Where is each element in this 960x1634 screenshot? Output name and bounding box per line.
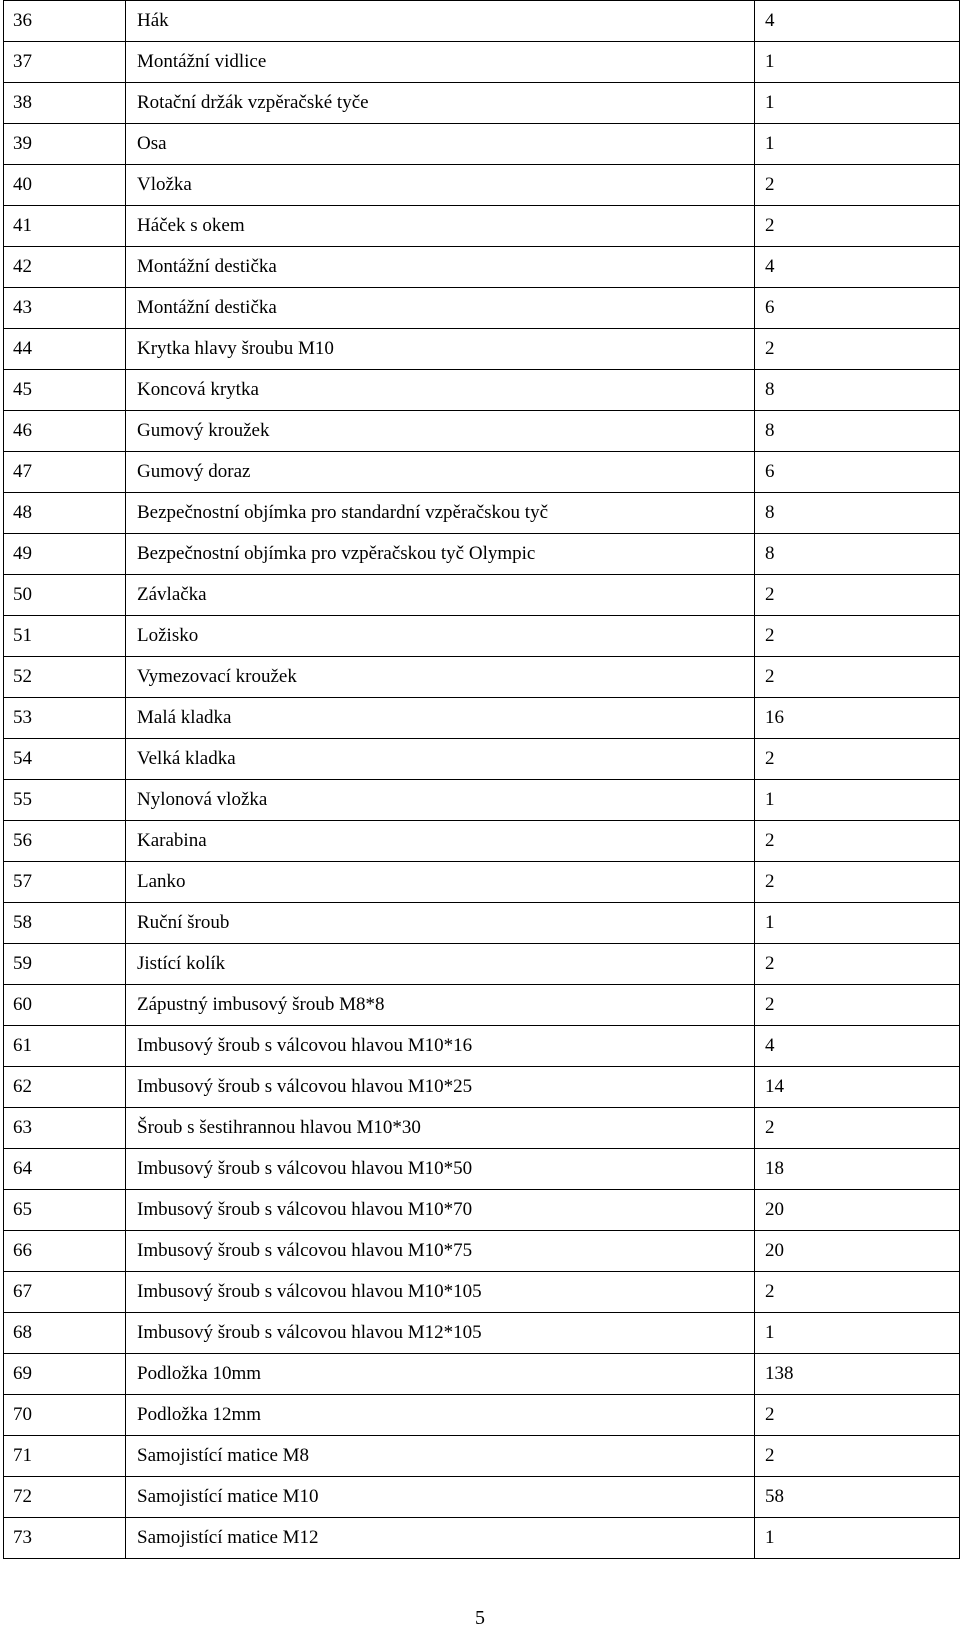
part-name-cell: Imbusový šroub s válcovou hlavou M10*75: [126, 1231, 755, 1272]
quantity-cell: 1: [755, 903, 960, 944]
quantity-cell: 2: [755, 329, 960, 370]
part-name-cell: Zápustný imbusový šroub M8*8: [126, 985, 755, 1026]
table-row: [4, 739, 960, 780]
table-row: [4, 452, 960, 493]
part-name-cell: Závlačka: [126, 575, 755, 616]
table-row: [4, 247, 960, 288]
part-number-cell: 36: [4, 1, 126, 42]
part-name-cell: Imbusový šroub s válcovou hlavou M12*105: [126, 1313, 755, 1354]
part-name-cell: Montážní destička: [126, 247, 755, 288]
part-number-cell: 72: [4, 1477, 126, 1518]
quantity-cell: 2: [755, 1272, 960, 1313]
table-row: [4, 493, 960, 534]
part-name-cell: Ruční šroub: [126, 903, 755, 944]
part-number-cell: 50: [4, 575, 126, 616]
quantity-cell: 2: [755, 944, 960, 985]
part-number-cell: 67: [4, 1272, 126, 1313]
part-name-cell: Lanko: [126, 862, 755, 903]
part-number-cell: 40: [4, 165, 126, 206]
part-number-cell: 54: [4, 739, 126, 780]
quantity-cell: 8: [755, 411, 960, 452]
part-name-cell: Gumový kroužek: [126, 411, 755, 452]
parts-table-body: [4, 1, 960, 1559]
table-row: [4, 1313, 960, 1354]
table-row: [4, 903, 960, 944]
table-row: [4, 575, 960, 616]
quantity-cell: 1: [755, 780, 960, 821]
table-row: [4, 1108, 960, 1149]
table-row: [4, 165, 960, 206]
part-name-cell: Bezpečnostní objímka pro standardní vzpěračskou tyč: [126, 493, 755, 534]
part-name-cell: Vymezovací kroužek: [126, 657, 755, 698]
part-number-cell: 56: [4, 821, 126, 862]
part-name-cell: Vložka: [126, 165, 755, 206]
part-name-cell: Imbusový šroub s válcovou hlavou M10*105: [126, 1272, 755, 1313]
table-row: [4, 1026, 960, 1067]
part-number-cell: 71: [4, 1436, 126, 1477]
part-number-cell: 62: [4, 1067, 126, 1108]
part-number-cell: 51: [4, 616, 126, 657]
part-number-cell: 49: [4, 534, 126, 575]
table-row: [4, 329, 960, 370]
quantity-cell: 4: [755, 1026, 960, 1067]
table-row: [4, 944, 960, 985]
quantity-cell: 2: [755, 985, 960, 1026]
table-row: [4, 1436, 960, 1477]
part-name-cell: Montážní vidlice: [126, 42, 755, 83]
part-number-cell: 41: [4, 206, 126, 247]
part-name-cell: Ložisko: [126, 616, 755, 657]
quantity-cell: 2: [755, 739, 960, 780]
table-row: [4, 83, 960, 124]
table-row: [4, 616, 960, 657]
quantity-cell: 8: [755, 493, 960, 534]
part-name-cell: Malá kladka: [126, 698, 755, 739]
part-name-cell: Montážní destička: [126, 288, 755, 329]
quantity-cell: 18: [755, 1149, 960, 1190]
table-row: [4, 1518, 960, 1559]
part-number-cell: 53: [4, 698, 126, 739]
part-number-cell: 42: [4, 247, 126, 288]
part-name-cell: Krytka hlavy šroubu M10: [126, 329, 755, 370]
quantity-cell: 1: [755, 1518, 960, 1559]
part-name-cell: Gumový doraz: [126, 452, 755, 493]
part-number-cell: 57: [4, 862, 126, 903]
table-row: [4, 862, 960, 903]
quantity-cell: 2: [755, 575, 960, 616]
quantity-cell: 2: [755, 616, 960, 657]
table-row: [4, 370, 960, 411]
quantity-cell: 6: [755, 288, 960, 329]
part-number-cell: 58: [4, 903, 126, 944]
quantity-cell: 20: [755, 1190, 960, 1231]
table-row: [4, 985, 960, 1026]
part-name-cell: Nylonová vložka: [126, 780, 755, 821]
table-row: [4, 42, 960, 83]
quantity-cell: 2: [755, 657, 960, 698]
table-row: [4, 657, 960, 698]
part-number-cell: 43: [4, 288, 126, 329]
quantity-cell: 2: [755, 1395, 960, 1436]
quantity-cell: 2: [755, 821, 960, 862]
part-number-cell: 59: [4, 944, 126, 985]
part-number-cell: 39: [4, 124, 126, 165]
part-number-cell: 69: [4, 1354, 126, 1395]
part-name-cell: Imbusový šroub s válcovou hlavou M10*25: [126, 1067, 755, 1108]
table-row: [4, 1272, 960, 1313]
table-row: [4, 411, 960, 452]
part-name-cell: Samojistící matice M8: [126, 1436, 755, 1477]
table-row: [4, 1354, 960, 1395]
part-number-cell: 64: [4, 1149, 126, 1190]
part-name-cell: Osa: [126, 124, 755, 165]
part-name-cell: Podložka 10mm: [126, 1354, 755, 1395]
part-number-cell: 44: [4, 329, 126, 370]
part-name-cell: Jistící kolík: [126, 944, 755, 985]
table-row: [4, 821, 960, 862]
quantity-cell: 8: [755, 534, 960, 575]
part-number-cell: 47: [4, 452, 126, 493]
quantity-cell: 1: [755, 1313, 960, 1354]
part-number-cell: 38: [4, 83, 126, 124]
part-name-cell: Imbusový šroub s válcovou hlavou M10*16: [126, 1026, 755, 1067]
part-number-cell: 55: [4, 780, 126, 821]
part-number-cell: 65: [4, 1190, 126, 1231]
table-row: [4, 780, 960, 821]
quantity-cell: 1: [755, 83, 960, 124]
part-number-cell: 70: [4, 1395, 126, 1436]
quantity-cell: 138: [755, 1354, 960, 1395]
table-row: [4, 534, 960, 575]
part-name-cell: Šroub s šestihrannou hlavou M10*30: [126, 1108, 755, 1149]
table-row: [4, 288, 960, 329]
table-row: [4, 124, 960, 165]
table-row: [4, 1190, 960, 1231]
table-row: [4, 698, 960, 739]
part-name-cell: Hák: [126, 1, 755, 42]
part-name-cell: Velká kladka: [126, 739, 755, 780]
part-name-cell: Podložka 12mm: [126, 1395, 755, 1436]
quantity-cell: 2: [755, 165, 960, 206]
quantity-cell: 58: [755, 1477, 960, 1518]
part-number-cell: 37: [4, 42, 126, 83]
quantity-cell: 4: [755, 1, 960, 42]
page-number: 5: [475, 1607, 485, 1629]
quantity-cell: 14: [755, 1067, 960, 1108]
quantity-cell: 2: [755, 862, 960, 903]
part-name-cell: Karabina: [126, 821, 755, 862]
quantity-cell: 4: [755, 247, 960, 288]
part-number-cell: 52: [4, 657, 126, 698]
quantity-cell: 2: [755, 1436, 960, 1477]
quantity-cell: 8: [755, 370, 960, 411]
table-row: [4, 1, 960, 42]
part-number-cell: 48: [4, 493, 126, 534]
part-name-cell: Rotační držák vzpěračské tyče: [126, 83, 755, 124]
quantity-cell: 1: [755, 42, 960, 83]
quantity-cell: 16: [755, 698, 960, 739]
part-name-cell: Koncová krytka: [126, 370, 755, 411]
part-name-cell: Imbusový šroub s válcovou hlavou M10*70: [126, 1190, 755, 1231]
part-number-cell: 61: [4, 1026, 126, 1067]
table-row: [4, 1477, 960, 1518]
table-row: [4, 1067, 960, 1108]
table-row: [4, 1395, 960, 1436]
part-number-cell: 73: [4, 1518, 126, 1559]
quantity-cell: 20: [755, 1231, 960, 1272]
table-row: [4, 1231, 960, 1272]
part-name-cell: Háček s okem: [126, 206, 755, 247]
part-number-cell: 63: [4, 1108, 126, 1149]
table-row: [4, 1149, 960, 1190]
quantity-cell: 1: [755, 124, 960, 165]
part-number-cell: 60: [4, 985, 126, 1026]
parts-table: [3, 0, 960, 1559]
quantity-cell: 2: [755, 1108, 960, 1149]
part-name-cell: Imbusový šroub s válcovou hlavou M10*50: [126, 1149, 755, 1190]
quantity-cell: 2: [755, 206, 960, 247]
quantity-cell: 6: [755, 452, 960, 493]
part-name-cell: Bezpečnostní objímka pro vzpěračskou tyč Olympic: [126, 534, 755, 575]
part-number-cell: 45: [4, 370, 126, 411]
part-name-cell: Samojistící matice M10: [126, 1477, 755, 1518]
table-row: [4, 206, 960, 247]
part-number-cell: 68: [4, 1313, 126, 1354]
part-number-cell: 46: [4, 411, 126, 452]
part-number-cell: 66: [4, 1231, 126, 1272]
part-name-cell: Samojistící matice M12: [126, 1518, 755, 1559]
